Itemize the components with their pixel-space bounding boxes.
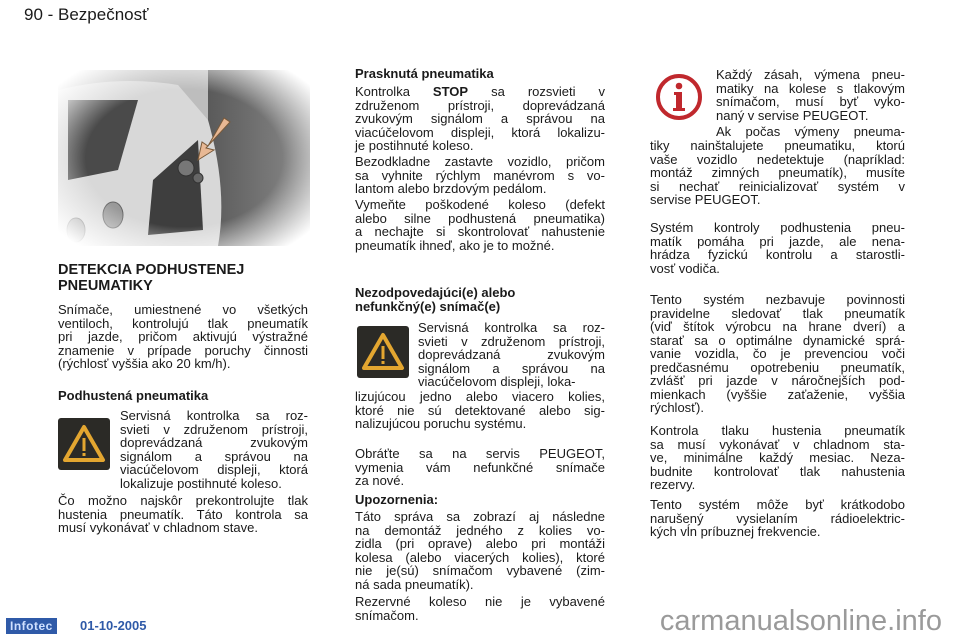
text-line: nalizujúcou poruchu systému. xyxy=(355,416,527,431)
text-line: ve, minimálne každý mesiac. Neza- xyxy=(650,450,905,465)
text-line: Tento systém môže byť krátkodobo xyxy=(650,497,905,512)
contact-service-paragraph xyxy=(355,447,605,488)
text-line: vaše vozidlo nedetektuje (napríklad: xyxy=(650,151,905,167)
text-line: Táto správa sa zobrazí aj následne xyxy=(355,509,605,524)
text-line: Bezodkladne zastavte vozidlo, pričom xyxy=(355,154,605,169)
text-line: ventiloch, kontrolujú tlak pneumatík xyxy=(58,315,308,331)
warning-icon xyxy=(58,418,110,470)
text-line: pneumatík ihneď, ako je to možné. xyxy=(355,237,555,253)
sensor-warning-continuation xyxy=(355,390,605,431)
text-line: na demontáž jedného z kolies vo- xyxy=(355,522,605,538)
text-line: lokalizuje postihnuté koleso. xyxy=(120,475,282,491)
text-line: svieti v združenom prístroji, xyxy=(418,333,605,349)
text-line: ná sada pneumatík). xyxy=(355,576,474,592)
heading-line: Nezodpovedajúci(e) alebo xyxy=(355,285,516,300)
pressure-check-paragraph xyxy=(650,424,905,492)
text-line: kých vĺn príbuznej frekvencie. xyxy=(650,524,821,539)
stop-vehicle-paragraph xyxy=(355,155,605,196)
notes-paragraph xyxy=(355,510,605,591)
text-line: (rýchlosť vyššia ako 20 km/h). xyxy=(58,356,231,371)
text-line: hustenia pneumatík. Táto kontrola sa xyxy=(58,506,308,522)
text-line: znamenie v prípade poruchy činnosti xyxy=(58,342,308,358)
text-line: pri jazde, pričom aktivujú výstražné xyxy=(58,329,308,344)
text-line: zidla (pri oprave) alebo pri montáži xyxy=(355,536,605,551)
text-line: snímačom. xyxy=(355,607,419,623)
text-line: si nechať reinicializovať systém v xyxy=(650,178,905,194)
info-icon xyxy=(654,72,704,122)
text-line: budnite kontrolovať tlak nahustenia xyxy=(650,463,905,479)
subheading-faulty-sensor xyxy=(355,286,515,314)
text-line: doprevádzaná zvukovým xyxy=(120,435,308,450)
text-line: signálom a správou na xyxy=(120,448,308,464)
stop-label: STOP xyxy=(432,84,469,99)
obligation-paragraph xyxy=(650,293,905,415)
text-line: Čo možno najskôr prekontrolujte tlak xyxy=(58,493,308,508)
text-line: zvlášť pri jazde v náročnejších pod- xyxy=(650,373,905,388)
text-line: viacúčelovom displeji, loka- xyxy=(418,374,576,389)
text-line: musí vykonávať v chladnom stave. xyxy=(58,520,258,535)
heading-line: nefunkčný(e) snímač(e) xyxy=(355,299,501,314)
text-line: Vymeňte poškodené koleso (defekt xyxy=(355,197,605,212)
text-line: starať sa o optimálne dynamické sprá- xyxy=(650,332,905,348)
text-line: a nechajte si skontrolovať nahustenie xyxy=(355,224,605,239)
text-line: je postihnuté koleso. xyxy=(355,138,474,153)
text-line: Tento systém nezbavuje povinnosti xyxy=(650,292,905,307)
text-line: Ak počas výmeny pneuma- xyxy=(716,124,905,139)
replacement-paragraph-first-line xyxy=(716,125,905,139)
text-line: alebo silne podhustená pneumatika) xyxy=(355,210,605,226)
text-line: snímačom, musí byť vyko- xyxy=(716,94,905,109)
text-line: narušený vysielaním rádioelektric- xyxy=(650,510,905,526)
text-line: montáž zimných pneumatík), musíte xyxy=(650,165,905,180)
text-line: servise PEUGEOT. xyxy=(650,192,761,207)
text-line: vosť vodiča. xyxy=(650,260,720,276)
text-line: hrádza fyzickú kontrolu a starostli- xyxy=(650,247,905,262)
footer-date: 01-10-2005 xyxy=(80,618,147,633)
text-line: Snímače, umiestnené vo všetkých xyxy=(58,302,308,317)
text-line: predčasnému opotrebeniu pneumatík, xyxy=(650,359,905,375)
subheading-notes: Upozornenia: xyxy=(355,492,439,507)
system-help-paragraph xyxy=(650,221,905,275)
text-line: sa vyhnite rýchlym manévrom s vo- xyxy=(355,167,605,183)
page-title: 90 - Bezpečnosť xyxy=(24,5,149,24)
watermark: carmanualsonline.info xyxy=(659,605,942,637)
warning-paragraph xyxy=(120,409,308,490)
text-line: mienkach (vyššie zaťaženie, vyššia xyxy=(650,386,905,402)
text-line: viacúčelovom displeji, ktorá xyxy=(120,462,308,477)
text-line: Servisná kontrolka sa roz- xyxy=(418,320,605,335)
wheel-valve-illustration xyxy=(58,70,310,246)
text-line: sa musí vykonávať v chladnom sta- xyxy=(650,436,905,452)
text-line: rezervy. xyxy=(650,477,696,492)
text-line: svieti v združenom prístroji, xyxy=(120,421,308,437)
replace-wheel-paragraph xyxy=(355,198,605,252)
text-line: pravidelne sledovať tlak pneumatík xyxy=(650,305,905,321)
heading-line: PNEUMATIKY xyxy=(58,278,153,294)
subheading-underinflated: Podhustená pneumatika xyxy=(58,388,209,403)
text-line: viacúčelovom displeji, ktorá lokalizu- xyxy=(355,124,605,140)
text-line: Každý zásah, výmena pneu- xyxy=(716,67,905,82)
text-line: za nové. xyxy=(355,473,405,488)
text-line: vanie vozidla, čo je prevenciou voči xyxy=(650,346,905,361)
text-line: Kontrolka STOP sa rozsvieti v xyxy=(355,84,605,99)
text-line: lantom alebo brzdovým pedálom. xyxy=(355,181,547,196)
text-line: Rezervné koleso nie je vybavené xyxy=(355,594,605,609)
text-line: matiky na kolese s tlakovým xyxy=(716,80,905,96)
text-line: ktoré nie sú detektované alebo sig- xyxy=(355,402,605,418)
text-line: signálom a správou na xyxy=(418,360,605,376)
text-line: doprevádzaná zvukovým xyxy=(418,347,605,362)
text-line: nie je(sú) snímačom vybavené (zim- xyxy=(355,563,605,578)
text-line: kolesa (alebo viacerých kolies), ktoré xyxy=(355,549,605,565)
warning-icon xyxy=(357,326,409,378)
text-line: lizujúcou jedno alebo viacero kolies, xyxy=(355,389,605,404)
text-line: vymenia vám nefunkčné snímače xyxy=(355,459,605,475)
text-line: Systém kontroly podhustenia pneu- xyxy=(650,220,905,235)
text-line: združenom prístroji, doprevádzaná xyxy=(355,97,605,113)
sensor-warning-paragraph xyxy=(418,321,605,389)
text-line: (viď štítok výrobcu na hrane dverí) a xyxy=(650,319,905,334)
section-heading xyxy=(58,262,308,294)
stop-paragraph xyxy=(355,85,605,153)
info-paragraph xyxy=(716,68,905,122)
text-line: rýchlosť). xyxy=(650,400,704,415)
text-line: naný v servise PEUGEOT. xyxy=(716,107,869,123)
replacement-paragraph xyxy=(650,139,905,207)
subheading-punctured: Prasknutá pneumatika xyxy=(355,66,494,81)
intro-paragraph xyxy=(58,303,308,371)
text-line: tiky nainštalujete pneumatiku, ktorú xyxy=(650,138,905,153)
spare-wheel-paragraph xyxy=(355,595,605,622)
text-line: zvukovým signálom a správou na xyxy=(355,111,605,126)
text-line: Kontrola tlaku hustenia pneumatík xyxy=(650,423,905,438)
text-line: Servisná kontrolka sa roz- xyxy=(120,408,308,423)
interference-paragraph xyxy=(650,498,905,539)
text-line: matík pomáha pri jazde, ale nena- xyxy=(650,233,905,249)
infotec-logo: Infotec xyxy=(6,618,57,634)
heading-line: DETEKCIA PODHUSTENEJ xyxy=(58,262,245,278)
text-line: Obráťte sa na servis PEUGEOT, xyxy=(355,446,605,461)
check-pressure-paragraph xyxy=(58,494,308,535)
